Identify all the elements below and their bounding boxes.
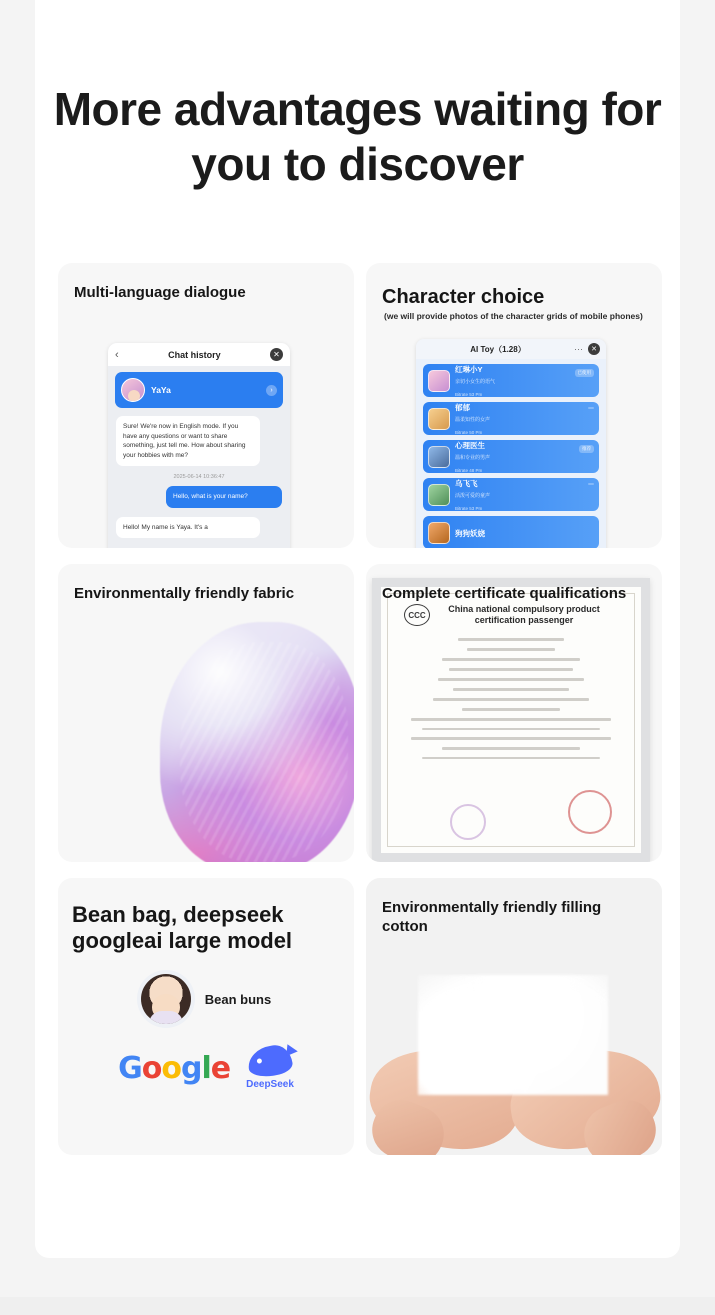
avatar [428, 370, 450, 392]
character-name: 郁郁 [455, 402, 470, 412]
feature-card-grid [58, 263, 662, 1171]
character-name: 心理医生 [455, 440, 485, 450]
certificate-body-lines [400, 638, 622, 759]
card-title: Environmentally friendly fabric [74, 585, 295, 602]
close-icon[interactable]: ✕ [270, 348, 283, 361]
card-row-3 [58, 878, 662, 1155]
avatar [428, 522, 450, 544]
avatar [121, 378, 145, 402]
certificate-seal-secondary [450, 804, 486, 840]
app-titlebar [416, 339, 606, 359]
character-row[interactable] [423, 440, 599, 473]
character-desc: 温和专业的男声 [455, 454, 491, 461]
card-character-choice[interactable] [366, 263, 662, 548]
certificate-seal [568, 790, 612, 834]
more-dots-icon[interactable]: ··· [574, 344, 583, 354]
chevron-right-icon[interactable]: › [266, 385, 277, 396]
character-meta: Bitrate 53 Pm [455, 391, 483, 397]
card-row-2 [58, 564, 662, 862]
card-large-models[interactable] [58, 878, 354, 1155]
cotton-fill [418, 975, 608, 1095]
status-badge [588, 483, 594, 485]
character-name: 乌飞飞 [455, 478, 478, 488]
certificate-heading: China national compulsory product certification passenger [448, 604, 600, 625]
bean-buns-label: Bean buns [204, 991, 272, 1007]
card-title: Character choice [382, 286, 545, 308]
deepseek-whale-icon [246, 1043, 294, 1079]
card-eco-fabric[interactable] [58, 564, 354, 862]
status-badge: 推荐 [579, 445, 594, 453]
message-bubble-user: Hello, what is your name? [166, 486, 282, 508]
card-title: Environmentally friendly filling cotton [382, 899, 602, 935]
chat-title: Chat history [168, 349, 221, 360]
card-title: Bean bag, deepseek googleai large model [72, 902, 293, 953]
character-desc: 亲切小女生的语气 [455, 378, 496, 385]
avatar [428, 484, 450, 506]
character-meta: Bitrate 50 Pm [455, 429, 483, 435]
chat-history-screenshot [108, 343, 290, 548]
avatar [428, 408, 450, 430]
contact-name: YaYa [151, 385, 171, 395]
card-row-1 [58, 263, 662, 548]
card-subtitle: (we will provide photos of the character grids of mobile phones) [384, 311, 643, 321]
card-title: Complete certificate qualifications [382, 585, 627, 602]
character-row[interactable] [423, 516, 599, 548]
back-chevron-icon[interactable]: ‹ [115, 348, 119, 361]
certificate-photo [372, 578, 650, 862]
character-meta: Bitrate 53 Pm [455, 505, 483, 511]
character-name: 狗狗妖娆 [455, 529, 485, 538]
card-certificate-qualifications[interactable] [366, 564, 662, 862]
message-bubble-assistant-2: Hello! My name is Yaya. It's a [116, 517, 260, 539]
character-row[interactable] [423, 402, 599, 435]
message-bubble-assistant: Sure! We're now in English mode. If you have any questions or want to share something, just tell me. How about sharing your hobbies with me? [116, 416, 260, 466]
character-list-screenshot [416, 339, 606, 548]
character-row[interactable] [423, 478, 599, 511]
footer-strip [0, 1297, 715, 1315]
bean-buns-avatar [141, 974, 191, 1024]
chat-titlebar [108, 343, 290, 366]
character-row[interactable] [423, 364, 599, 397]
status-badge [588, 407, 594, 409]
page-title: More advantages waiting for you to discover [53, 83, 662, 190]
character-meta: Bitrate 48 Pm [455, 467, 483, 473]
character-desc: 活泼可爱的童声 [455, 492, 491, 499]
brand-logos [58, 974, 354, 1090]
ccc-certification-logo: CCC [404, 604, 430, 626]
status-badge: 已使用 [575, 369, 595, 377]
google-logo: Google [118, 1050, 231, 1086]
deepseek-logo [246, 1046, 294, 1090]
character-name: 红琳小Y [455, 364, 483, 374]
message-timestamp: 2025-06-14 10:36:47 [173, 474, 225, 480]
close-icon[interactable]: ✕ [588, 343, 600, 355]
avatar [428, 446, 450, 468]
card-multi-language-dialogue[interactable] [58, 263, 354, 548]
deepseek-label: DeepSeek [246, 1079, 294, 1090]
app-title: AI Toy（1.28） [470, 344, 526, 354]
card-filling-cotton[interactable] [366, 878, 662, 1155]
character-desc: 温柔知性的女声 [455, 416, 491, 423]
plush-fabric-photo [160, 622, 354, 862]
chat-contact-row[interactable] [115, 372, 283, 408]
card-title: Multi-language dialogue [74, 284, 246, 301]
